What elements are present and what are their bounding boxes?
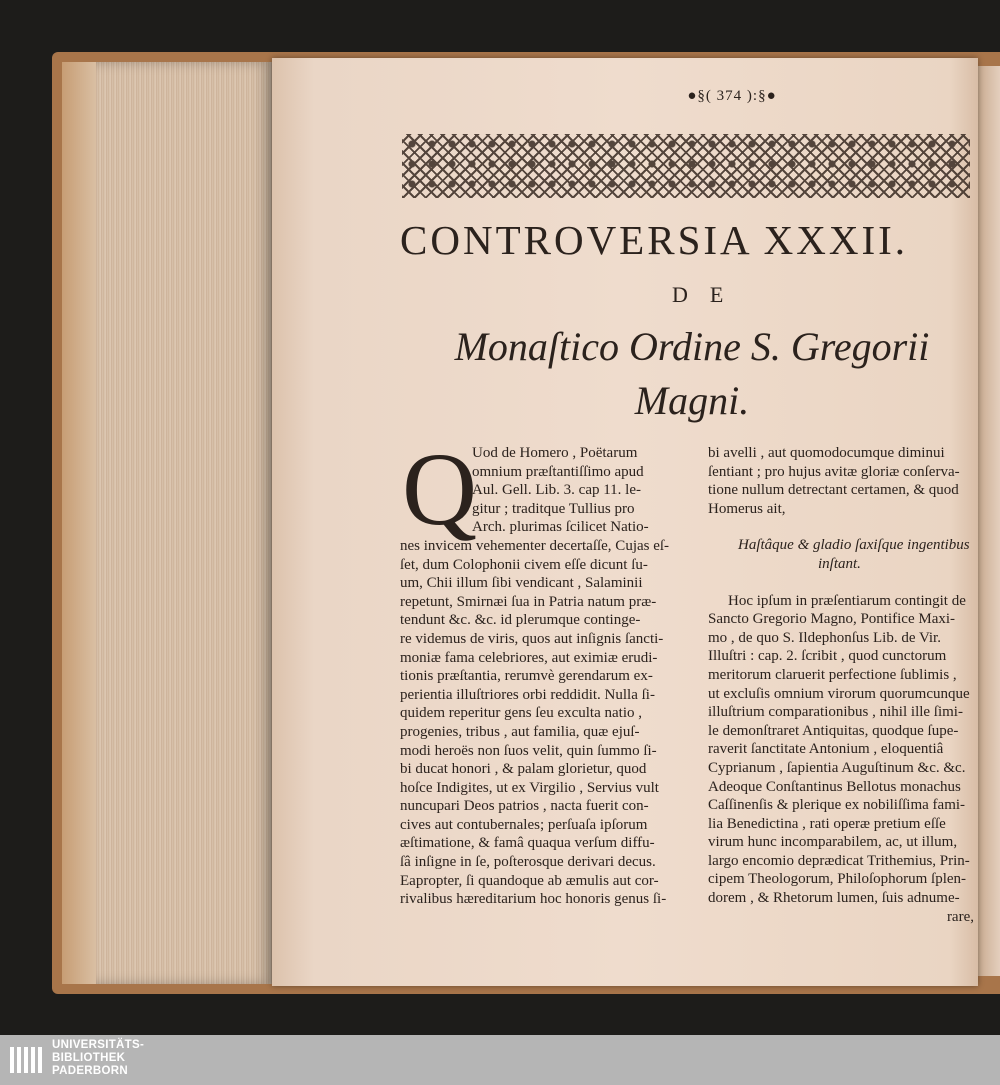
- text-line: Hoc ipſum in præſentiarum contingit de: [728, 592, 966, 609]
- text-line: ſet, dum Colophonii civem eſſe dicunt ſu-: [400, 556, 648, 573]
- library-name-line-3: PADERBORN: [52, 1065, 128, 1077]
- text-line: Sancto Gregorio Magno, Pontifice Maxi-: [708, 611, 956, 628]
- text-line: Caſſinenſis & plerique ex nobiliſſima fami-: [708, 797, 966, 814]
- text-line: nuncupari Deos patrios , nacta fuerit con-: [400, 798, 649, 815]
- text-line: hoſce Indigites, ut ex Virgilio , Servius vult: [400, 779, 659, 796]
- decorative-ornament-band: [402, 134, 970, 198]
- page-title: CONTROVERSIA XXXII.: [400, 217, 908, 263]
- text-line: repetunt, Smirnæi ſua in Patria natum præ-: [400, 593, 657, 610]
- text-line: cives aut contubernales; perſuaſa ipſorum: [400, 816, 648, 833]
- text-line: le demonſtraret Antiquitas, quodque ſupe-: [708, 722, 959, 739]
- library-logo-icon: [8, 1043, 46, 1077]
- text-line: moniæ fama celebriores, aut eximiæ erudi-: [400, 649, 658, 666]
- text-line: ſâ inſigne in ſe, poſterosque derivari decus.: [400, 854, 656, 871]
- page-subtitle: [422, 320, 962, 428]
- text-line: Cyprianum , ſapientia Auguſtinum &c. &c.: [708, 759, 966, 776]
- spacer: [708, 518, 974, 536]
- subtitle-line-1: Monaſtico Ordine S. Gregorii: [454, 324, 930, 369]
- left-column: [400, 432, 700, 909]
- text-line: perientia illuſtriores orbi reddidit. Nulla ſi-: [400, 686, 655, 703]
- text-line: bi avelli , aut quomodocumque diminui: [708, 445, 945, 461]
- text-line: quidem reperitur gens ſeu exculta natio ,: [400, 705, 642, 722]
- drop-cap: Q: [402, 432, 478, 547]
- page-edges: [62, 62, 272, 984]
- text-line: dorem , & Rhetorum lumen, ſuis adnume-: [708, 890, 960, 907]
- verse-line: inſtant.: [818, 555, 861, 572]
- text-line: raverit ſanctitate Antonium , eloquentiâ: [708, 741, 944, 758]
- library-name: [52, 1039, 144, 1078]
- library-footer: [0, 1035, 1000, 1085]
- text-line: illuſtrium comparationibus , nihil ille ſimi-: [708, 704, 963, 721]
- text-line: meritorum claruerit perfectione ſublimis ,: [708, 666, 957, 683]
- text-line: Arch. plurimas ſcilicet Natio-: [472, 519, 649, 536]
- text-line: Homerus ait,: [708, 500, 786, 517]
- text-line: tendunt &c. &c. id plerumque continge-: [400, 612, 641, 629]
- text-line: rivalibus hæreditarium hoc honoris genus ſi-: [400, 891, 667, 908]
- ornament-right-icon: :§●: [752, 88, 777, 104]
- text-line: Adeoque Conſtantinus Bellotus monachus: [708, 778, 961, 795]
- library-name-line-2: BIBLIOTHEK: [52, 1052, 126, 1064]
- text-line: re videmus de viris, quos aut inſignis ſancti-: [400, 630, 664, 647]
- text-line: Eapropter, ſi quandoque ab æmulis aut cor-: [400, 872, 659, 889]
- text-line: bi ducat honori , & palam glorietur, quod: [400, 761, 647, 778]
- text-line: virum hunc incomparabilem, ac, ut illum,: [708, 834, 958, 851]
- book-page: [272, 58, 978, 986]
- library-name-line-1: UNIVERSITÄTS-: [52, 1039, 145, 1051]
- text-line: ſentiant ; pro hujus avitæ gloriæ conſerva-: [708, 463, 960, 480]
- right-column: [708, 444, 974, 926]
- text-line: Uod de Homero , Poëtarum: [472, 445, 638, 461]
- text-line: gitur ; traditque Tullius pro: [472, 500, 635, 517]
- right-page-edge: [978, 66, 1000, 976]
- verse-line: Haſtâque & gladio ſaxiſque ingentibus: [738, 537, 970, 554]
- text-line: cipem Theologorum, Philoſophorum ſplen-: [708, 871, 967, 888]
- text-line: mo , de quo S. Ildephonſus Lib. de Vir.: [708, 629, 941, 646]
- text-line: Illuſtri : cap. 2. ſcribit , quod cunctorum: [708, 648, 947, 665]
- text-line: progenies, tribus , aut familia, quæ ejuſ-: [400, 723, 640, 740]
- text-line: rare,: [946, 908, 974, 925]
- text-line: nes invicem vehementer decertaſſe, Cujas eſ-: [400, 537, 670, 554]
- text-line: Aul. Gell. Lib. 3. cap 11. le-: [472, 482, 641, 499]
- text-line: lia Benedictina , rati operæ pretium eſſe: [708, 815, 946, 832]
- subtitle-line-2: Magni.: [634, 378, 750, 423]
- text-line: tione nullum detrectant certamen, & quod: [708, 482, 959, 499]
- ornament-left-icon: ●§: [687, 88, 706, 104]
- text-line: tionis præſtantia, rerumvè gerendarum ex-: [400, 668, 653, 685]
- page-number: [662, 88, 802, 105]
- page-number-text: ( 374 ): [705, 88, 753, 104]
- text-line: æſtimatione, & famâ quaqua verſum diffu-: [400, 835, 655, 852]
- text-line: modi heroës non ſuos velit, quin ſummo ſi-: [400, 742, 657, 759]
- text-line: omnium præſtantiſſimo apud: [472, 463, 644, 480]
- text-line: ut excluſis omnium virorum quorumcunque: [708, 685, 970, 702]
- spacer: [708, 574, 974, 592]
- edge-strip: [62, 62, 96, 984]
- text-line: um, Chii illum ſibi vendicant , Salaminii: [400, 575, 643, 592]
- text-line: largo encomio deprædicat Trithemius, Prin-: [708, 852, 970, 869]
- title-de: DE: [672, 282, 746, 307]
